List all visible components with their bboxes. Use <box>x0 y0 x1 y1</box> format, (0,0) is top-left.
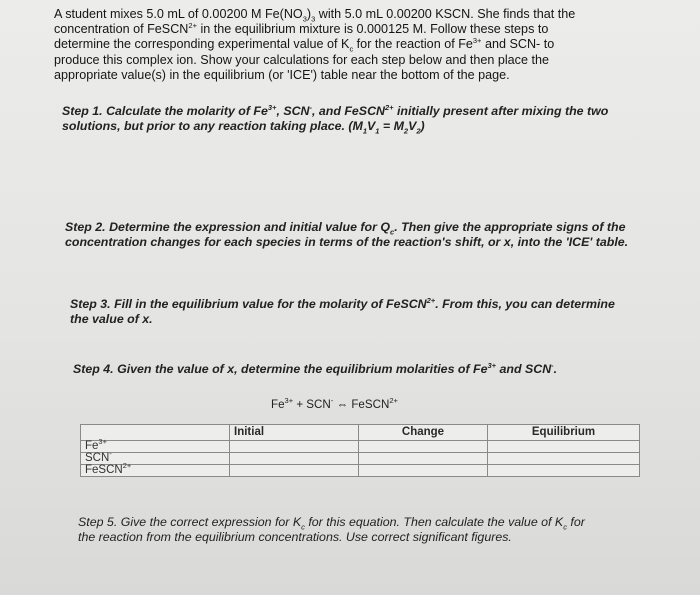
step-3-instructions: Step 3. Fill in the equilibrium value for the molarity of FeSCN$^{2+}$. From this, you can determine the value of x. <box>70 295 615 326</box>
ice-cell-equilibrium[interactable] <box>488 465 640 477</box>
ice-row-fescn <box>81 465 640 477</box>
ice-species-label: $Fe^{3+}$ <box>81 441 230 453</box>
ice-cell-initial[interactable] <box>230 453 359 465</box>
ice-cell-equilibrium[interactable] <box>488 453 640 465</box>
ice-header-initial: Initial <box>230 425 359 441</box>
ice-table <box>80 424 640 477</box>
step-2-instructions: Step 2. Determine the expression and initial value for $Q_c$. Then give the appropriate signs of the concentration changes for each species in terms of the reaction's shift, or x, into the 'ICE' table. <box>65 220 629 249</box>
step-4-instructions: Step 4. Given the value of x, determine the equilibrium molarities of $Fe^{3+}$ and SCN-. <box>73 360 558 376</box>
ice-header-equilibrium: Equilibrium <box>488 425 640 441</box>
ice-cell-initial[interactable] <box>230 465 359 477</box>
ice-cell-equilibrium[interactable] <box>488 441 640 453</box>
ice-header-change: Change <box>359 425 488 441</box>
step-1-instructions: Step 1. Calculate the molarity of $Fe^{3+}$, SCN-, and FeSCN$^{2+}$ initially present after mixing the two solutions, but prior to any reaction taking place. $(M_1V_1 = M_2V_2)$ <box>62 102 609 136</box>
step-5-instructions: Step 5. Give the correct expression for $K_c$ for this equation. Then calculate the value of $K_c$ for the reaction from the equilibrium concentrations. Use correct significant figures. <box>78 515 585 544</box>
ice-species-label: SCN- <box>81 453 230 465</box>
ice-cell-change[interactable] <box>359 441 488 453</box>
ice-cell-change[interactable] <box>359 453 488 465</box>
reaction-equation: $Fe^{3+} + SCN^-$ ⇔ FeSCN$^{2+}$ <box>271 396 398 411</box>
ice-cell-change[interactable] <box>359 465 488 477</box>
ice-species-label: FeSCN$^{2+}$ <box>81 465 230 477</box>
ice-row-fe <box>81 441 640 453</box>
problem-statement: A student mixes 5.0 mL of 0.00200 M $Fe(NO_3)_3$ with 5.0 mL 0.00200 KSCN. She finds that the concentration of FeSCN$^{2+}$ in the equilibrium mixture is 0.000125 M. Follow these steps to determine the corresponding experimental value of $K_c$ for the reaction of $Fe^{3+}$ and SCN- to produce this complex ion. Show your calculations for each step below and then place the appropriate value(s) in the equilibrium (or 'ICE') table near the bottom of the page. <box>54 7 576 82</box>
ice-table-header-row <box>81 425 640 441</box>
ice-cell-initial[interactable] <box>230 441 359 453</box>
ice-row-scn <box>81 453 640 465</box>
